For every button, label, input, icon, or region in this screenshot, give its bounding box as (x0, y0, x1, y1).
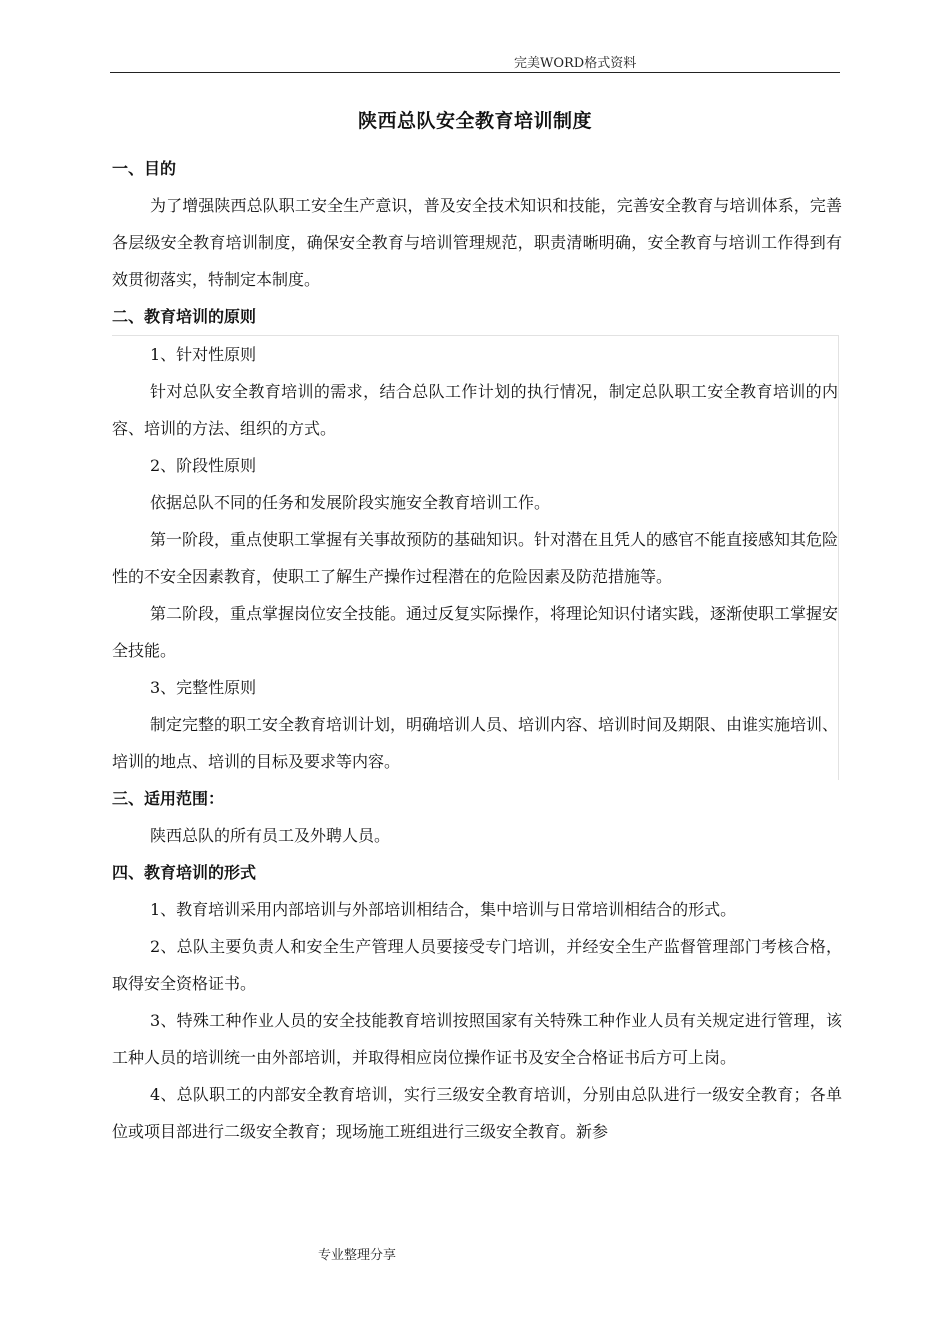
header-divider (110, 72, 840, 73)
paragraph: 针对总队安全教育培训的需求，结合总队工作计划的执行情况，制定总队职工安全教育培训的内容、培训的方法、组织的方式。 (112, 382, 838, 438)
section-heading-forms: 四、教育培训的形式 (112, 863, 257, 882)
paragraph: 依据总队不同的任务和发展阶段实施安全教育培训工作。 (150, 493, 551, 512)
paragraph: 2、阶段性原则 (150, 456, 257, 475)
paragraph: 3、完整性原则 (150, 678, 257, 697)
page-footer: 专业整理分享 (318, 1248, 397, 1263)
document-title: 陕西总队安全教育培训制度 (357, 110, 592, 132)
section-heading-purpose: 一、目的 (112, 159, 177, 178)
paragraph: 制定完整的职工安全教育培训计划，明确培训人员、培训内容、培训时间及期限、由谁实施培训、培训的地点、培训的目标及要求等内容。 (112, 715, 839, 771)
section-heading-principles: 二、教育培训的原则 (112, 307, 257, 326)
document-body (112, 150, 842, 1150)
paragraph: 3、特殊工种作业人员的安全技能教育培训按照国家有关特殊工种作业人员有关规定进行管理，该工种人员的培训统一由外部培训，并取得相应岗位操作证书及安全合格证书后方可上岗。 (112, 1011, 842, 1067)
paragraph: 第二阶段，重点掌握岗位安全技能。通过反复实际操作，将理论知识付诸实践，逐渐使职工掌握安全技能。 (112, 604, 839, 660)
paragraph: 4、总队职工的内部安全教育培训，实行三级安全教育培训，分别由总队进行一级安全教育；各单位或项目部进行二级安全教育；现场施工班组进行三级安全教育。新参 (112, 1085, 842, 1141)
paragraph: 为了增强陕西总队职工安全生产意识，普及安全技术知识和技能，完善安全教育与培训体系，完善各层级安全教育培训制度，确保安全教育与培训管理规范，职责清晰明确，安全教育与培训工作得到有效贯彻落实，特制定本制度。 (112, 196, 842, 289)
paragraph: 陕西总队的所有员工及外聘人员。 (150, 826, 391, 845)
paragraph: 第一阶段，重点使职工掌握有关事故预防的基础知识。针对潜在且凭人的感官不能直接感知其危险性的不安全因素教育，使职工了解生产操作过程潜在的危险因素及防范措施等。 (112, 530, 839, 586)
principles-block (112, 335, 839, 780)
paragraph: 1、针对性原则 (150, 345, 257, 364)
section-heading-scope: 三、适用范围： (112, 789, 225, 808)
paragraph: 2、总队主要负责人和安全生产管理人员要接受专门培训，并经安全生产监督管理部门考核合格，取得安全资格证书。 (112, 937, 842, 993)
paragraph: 1、教育培训采用内部培训与外部培训相结合，集中培训与日常培训相结合的形式。 (150, 900, 737, 919)
header-text: 完美WORD格式资料 (514, 56, 637, 71)
